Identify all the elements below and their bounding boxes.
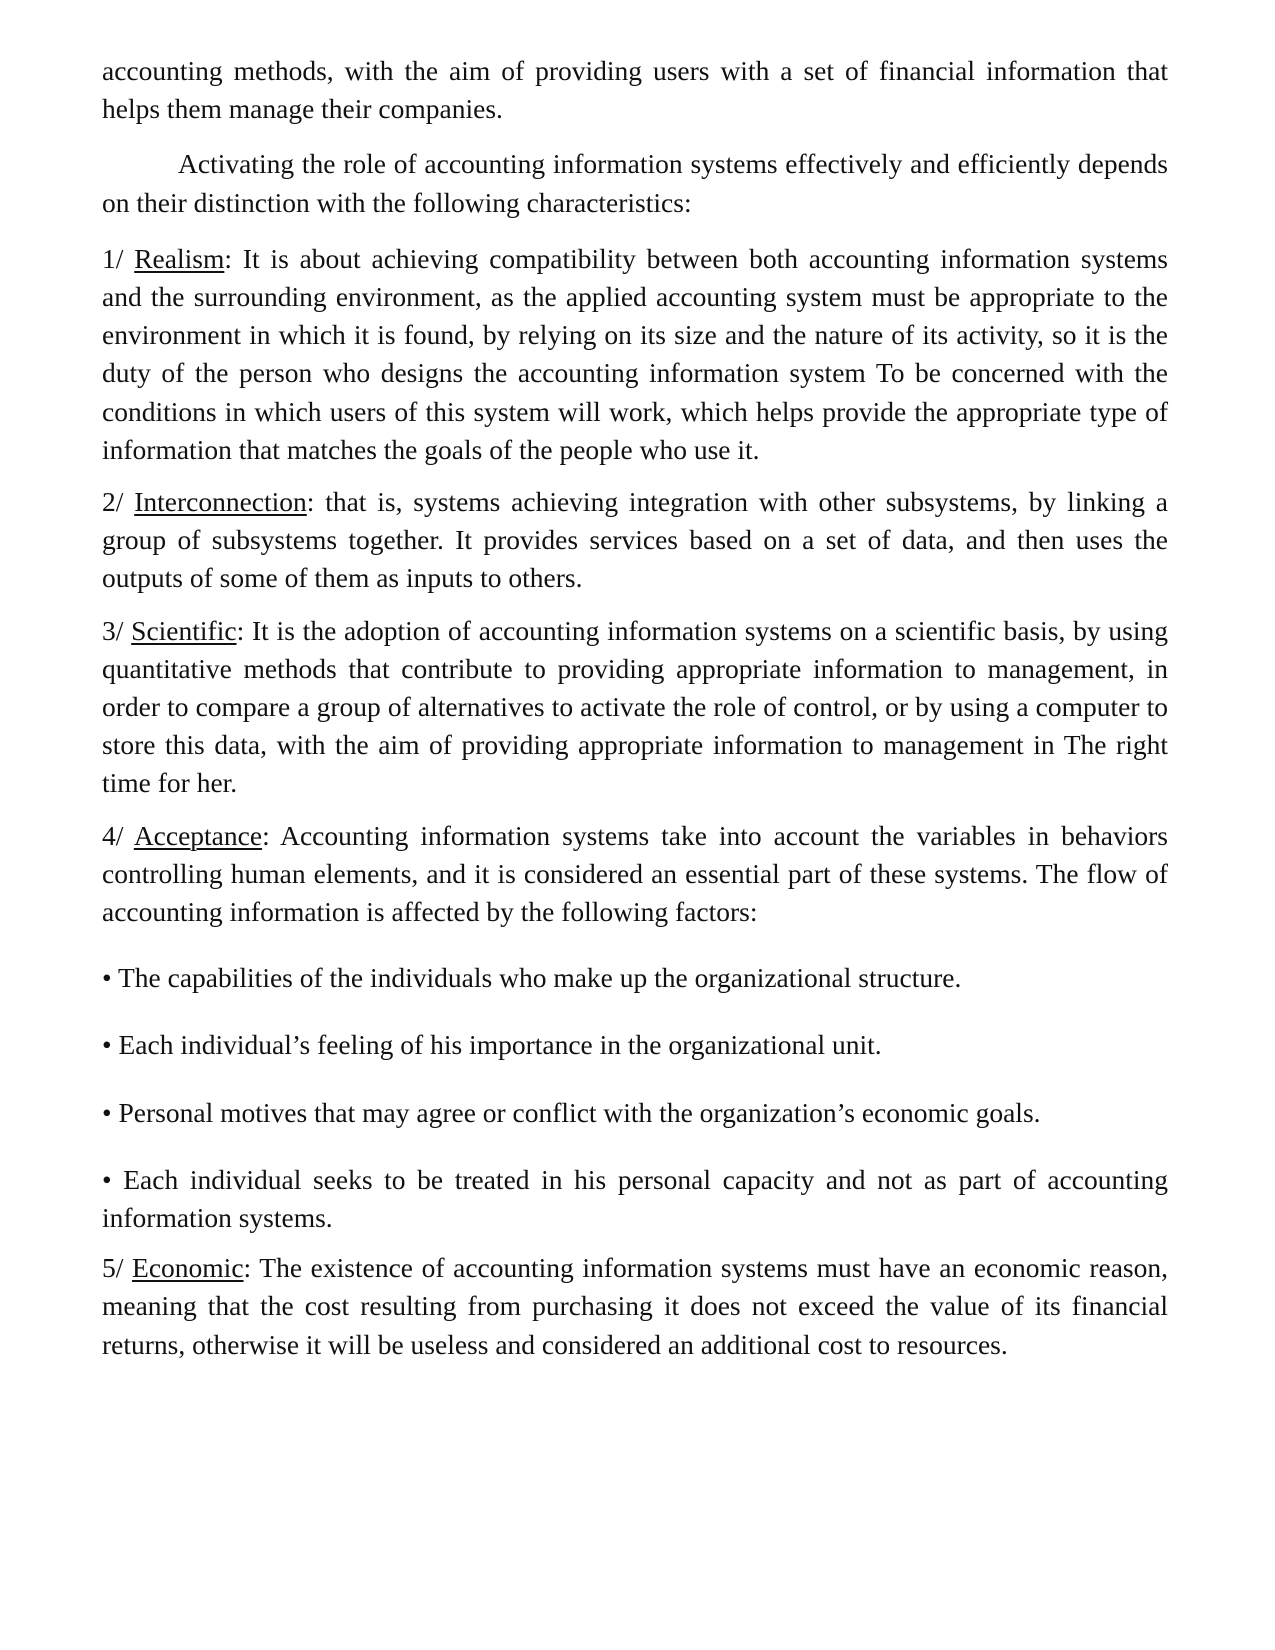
characteristics-intro-paragraph: Activating the role of accounting information systems effectively and efficiently depends on their distinction with the following characteristics: — [102, 148, 1168, 218]
factor-bullet-item: • Each individual seeks to be treated in his personal capacity and not as part of accounting information systems. — [102, 1163, 1168, 1234]
characteristic-number: 2/ — [102, 486, 135, 518]
characteristic-term-acceptance: Acceptance — [133, 819, 263, 851]
intro-continuation-paragraph: accounting methods, with the aim of providing users with a set of financial information that helps them manage their companies. — [102, 55, 1168, 125]
characteristic-scientific-paragraph — [102, 612, 1168, 803]
characteristic-number: 4/ — [102, 819, 134, 851]
characteristic-economic-paragraph — [102, 1249, 1168, 1364]
characteristic-acceptance-paragraph — [102, 817, 1168, 932]
characteristic-number: 3/ — [102, 614, 132, 646]
characteristic-term-realism: Realism — [134, 242, 225, 274]
factor-bullet-item: • Personal motives that may agree or conflict with the organization’s economic goals. — [102, 1096, 1041, 1128]
characteristic-realism-paragraph — [102, 240, 1168, 469]
characteristic-description: : Accounting information systems take into account the variables in behaviors controlling human elements, and it is considered an essential part of these systems. The flow of accounting information is affected by the following factors: — [102, 819, 1168, 928]
characteristic-term-scientific: Scientific — [131, 614, 237, 646]
characteristic-description: : that is, systems achieving integration with other subsystems, by linking a group of subsystems together. It provides services based on a set of data, and then uses the outputs of some of them as inputs to others. — [102, 486, 1169, 594]
factor-bullet-item: • The capabilities of the individuals who make up the organizational structure. — [102, 962, 962, 994]
characteristic-number: 5/ — [102, 1252, 133, 1284]
characteristic-interconnection-paragraph — [102, 483, 1168, 598]
characteristic-term-interconnection: Interconnection — [134, 486, 307, 518]
characteristic-description: : It is about achieving compatibility between both accounting information systems and the surrounding environment, as the applied accounting system must be appropriate to the environment in which it is found, by relying on its size and the nature of its activity, so it is the duty of the person who designs the accounting information system To be concerned with the conditions in which users of this system will work, which helps provide the appropriate type of information that matches the goals of the people who use it. — [102, 242, 1168, 465]
characteristic-term-economic: Economic — [132, 1252, 244, 1284]
document-page — [102, 52, 1168, 1378]
characteristic-description: : It is the adoption of accounting information systems on a scientific basis, by using quantitative methods that contribute to providing appropriate information to management, in order to compare a group of alternatives to activate the role of control, or by using a computer to store this data, with the aim of providing appropriate information to management in The right time for her. — [102, 614, 1168, 799]
factor-bullet-item: • Each individual’s feeling of his importance in the organizational unit. — [102, 1029, 882, 1061]
characteristic-description: : The existence of accounting information systems must have an economic reason, meaning that the cost resulting from purchasing it does not exceed the value of its financial returns, otherwise it will be useless and considered an additional cost to resources. — [102, 1252, 1168, 1360]
characteristic-number: 1/ — [102, 242, 135, 274]
